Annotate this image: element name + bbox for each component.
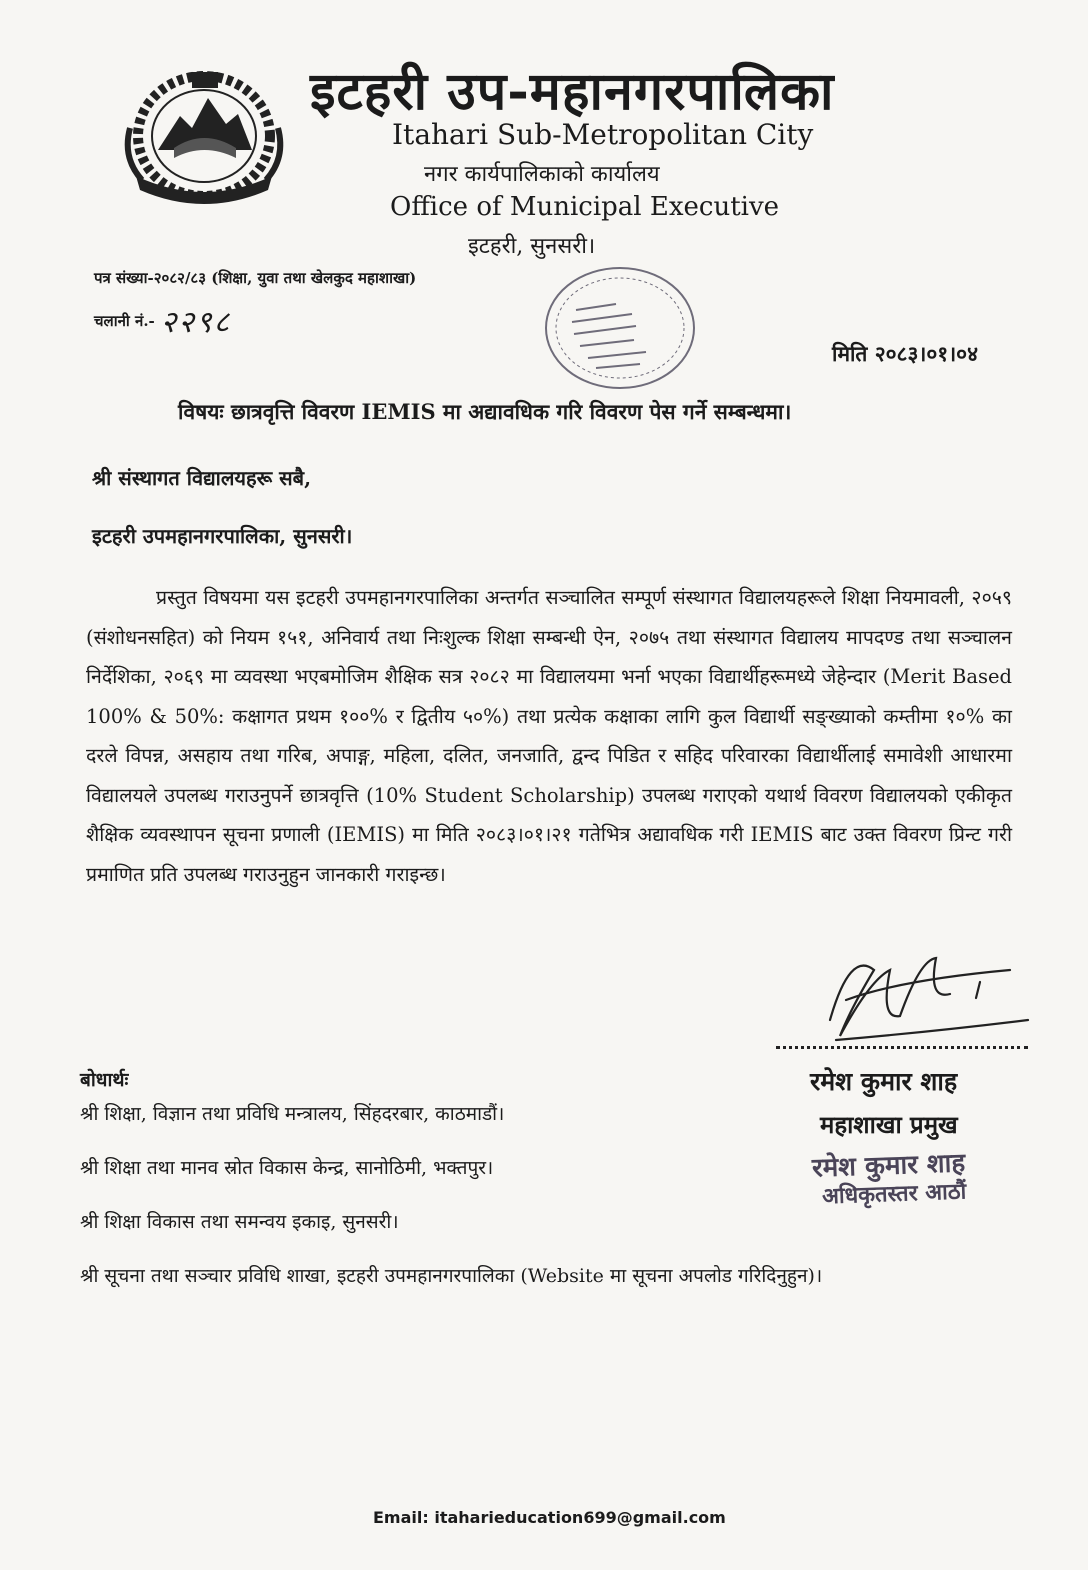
municipality-title-np: इटहरी उप-महानगरपालिका xyxy=(310,61,835,122)
cc-heading: बोधार्थः xyxy=(80,1069,129,1091)
signer-seal-rank: अधिकृतस्तर आठौं xyxy=(821,1178,967,1210)
letter-body: प्रस्तुत विषयमा यस इटहरी उपमहानगरपालिका अन्तर्गत सञ्चालित सम्पूर्ण संस्थागत विद्यालयहरूले शिक्षा नियमावली, २०५९ (संशोधनसहित) को नियम १५१, अनिवार्य तथा निःशुल्क शिक्षा सम्बन्धी ऐन, २०७५ तथा संस्थागत विद्यालय मापदण्ड तथा सञ्चालन निर्देशिका, २०६९ मा व्यवस्था भएबमोजिम शैक्षिक सत्र २०८२ मा विद्यालयमा भर्ना भएका विद्यार्थीहरूमध्ये जेहेन्दार (Merit Based 100% & 50%: कक्षागत प्रथम १००% र द्वितीय ५०%) तथा प्रत्येक कक्षाका लागि कुल विद्यार्थी सङ्ख्याको कम्तीमा १०% का दरले विपन्न, असहाय तथा गरिब, अपाङ्ग, महिला, दलित, जनजाति, द्वन्द पिडित र सहिद परिवारका विद्यार्थीलाई समावेशी आधारमा विद्यालयले उपलब्ध गराउनुपर्ने छात्रवृत्ति (10% Student Scholarship) उपलब्ध गराएको यथार्थ विवरण विद्यालयको एकीकृत शैक्षिक व्यवस्थापन सूचना प्रणाली (IEMIS) मा मिति २०८३।०१।२१ गतेभित्र अद्यावधिक गरी IEMIS बाट उक्त विवरण प्रिन्ट गरी प्रमाणित प्रति उपलब्ध गराउनुहुन जानकारी गराइन्छ। xyxy=(86,586,1012,886)
nepal-emblem-icon xyxy=(118,58,290,208)
letter-reference-number: पत्र संख्या-२०८२/८३ (शिक्षा, युवा तथा खेलकुद महाशाखा) xyxy=(94,269,417,287)
signer-name: रमेश कुमार शाह xyxy=(810,1067,958,1096)
office-location: इटहरी, सुनसरी। xyxy=(468,234,596,259)
municipality-title-en: Itahari Sub-Metropolitan City xyxy=(392,118,814,151)
cc-item: श्री शिक्षा विकास तथा समन्वय इकाइ, सुनसरी। xyxy=(80,1211,399,1233)
letter-subject: विषयः छात्रवृत्ति विवरण IEMIS मा अद्यावधिक गरि विवरण पेस गर्ने सम्बन्धमा। xyxy=(178,399,792,424)
addressee-line-1: श्री संस्थागत विद्यालयहरू सबै, xyxy=(92,466,312,490)
cc-item: श्री शिक्षा, विज्ञान तथा प्रविधि मन्त्रालय, सिंहदरबार, काठमाडौं। xyxy=(80,1103,505,1125)
office-name-np: नगर कार्यपालिकाको कार्यालय xyxy=(424,162,660,187)
signature-icon xyxy=(810,940,1036,1052)
cc-item: श्री सूचना तथा सञ्चार प्रविधि शाखा, इटहरी उपमहानगरपालिका (Website मा सूचना अपलोड गरिदिनुहुन)। xyxy=(80,1265,823,1287)
cc-item: श्री शिक्षा तथा मानव स्रोत विकास केन्द्र, सानोठिमी, भक्तपुर। xyxy=(80,1157,494,1179)
dispatch-number-row xyxy=(94,300,231,341)
cc-list xyxy=(80,1100,822,1316)
office-stamp-icon xyxy=(536,260,704,396)
letter-date: मिति २०८३।०१।०४ xyxy=(832,341,978,366)
footer-email: Email: itaharieducation699@gmail.com xyxy=(373,1508,726,1527)
signature-line xyxy=(776,1046,1028,1049)
office-name-en: Office of Municipal Executive xyxy=(390,192,780,222)
signer-designation: महाशाखा प्रमुख xyxy=(820,1110,958,1139)
dispatch-number-handwritten: २२९८ xyxy=(160,305,232,340)
dispatch-label: चलानी नं.- xyxy=(94,312,155,330)
addressee-line-2: इटहरी उपमहानगरपालिका, सुनसरी। xyxy=(92,524,353,548)
signer-seal-name: रमेश कुमार शाह xyxy=(811,1148,966,1184)
